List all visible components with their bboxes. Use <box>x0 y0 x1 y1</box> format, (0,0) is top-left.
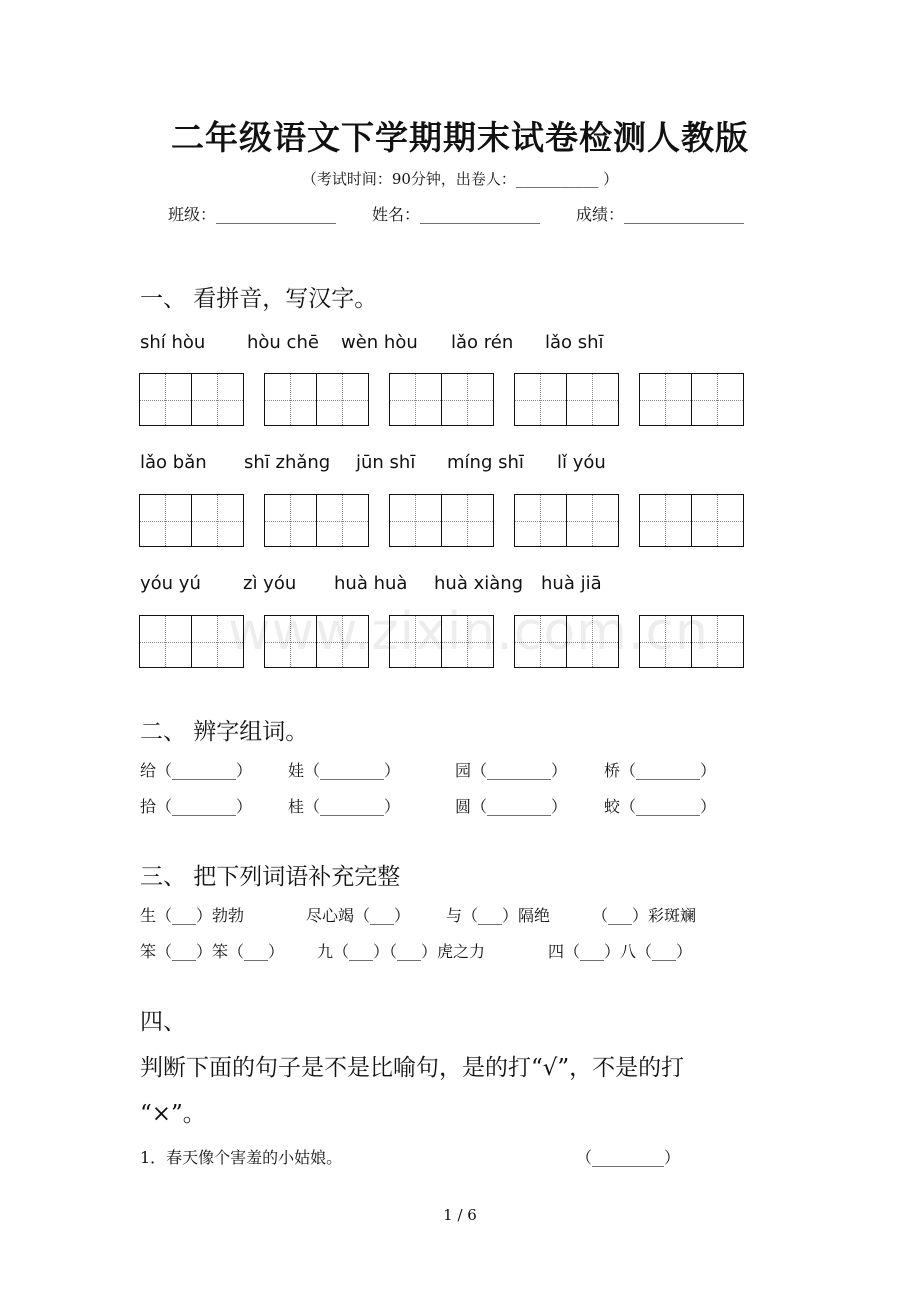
writing-box[interactable] <box>639 373 744 426</box>
writing-box[interactable] <box>514 494 619 547</box>
pinyin-label: jūn shī <box>356 452 416 473</box>
pinyin-label: hòu chē <box>247 332 319 353</box>
writing-box[interactable] <box>139 373 244 426</box>
section2-title: 二、 辨字组词。 <box>140 719 309 745</box>
pinyin-label: huà huà <box>334 573 408 594</box>
word-blank[interactable]: 桂（________） <box>288 797 401 816</box>
section4-instruction: 判断下面的句子是不是比喻句，是的打“√”，不是的打 <box>140 1055 685 1081</box>
class-field: 班级：_______________ <box>168 205 337 224</box>
pinyin-label: zì yóu <box>243 573 297 594</box>
watermark: www.zixin.com.cn <box>228 602 709 662</box>
score-field: 成绩：_______________ <box>576 205 745 224</box>
writing-box[interactable] <box>639 494 744 547</box>
word-blank[interactable]: 给（________） <box>140 761 253 780</box>
pinyin-label: yóu yú <box>140 573 201 594</box>
answer-blank[interactable]: （_________） <box>576 1148 681 1167</box>
pinyin-label: míng shī <box>447 452 524 473</box>
writing-box[interactable] <box>389 373 494 426</box>
section4-instruction-cont: “×”。 <box>140 1101 206 1127</box>
pinyin-label: lǎo rén <box>451 332 514 353</box>
writing-box[interactable] <box>139 494 244 547</box>
idiom-blank[interactable]: 笨（___）笨（___） <box>140 942 285 961</box>
idiom-blank[interactable]: （___）彩斑斓 <box>592 906 697 925</box>
pinyin-label: shí hòu <box>140 332 206 353</box>
exam-subtitle: （考试时间：90分钟，出卷人：___________ ） <box>301 170 619 188</box>
word-blank[interactable]: 娃（________） <box>288 761 401 780</box>
page-title: 二年级语文下学期期末试卷检测人教版 <box>171 118 749 157</box>
word-blank[interactable]: 蛟（________） <box>604 797 717 816</box>
question-text: 1．春天像个害羞的小姑娘。 <box>140 1148 343 1167</box>
page-number: 1 / 6 <box>443 1206 477 1224</box>
pinyin-label: huà xiàng <box>434 573 524 594</box>
pinyin-label: huà jiā <box>541 573 602 594</box>
pinyin-label: wèn hòu <box>341 332 418 353</box>
section4-title: 四、 <box>140 1009 186 1035</box>
section1-title: 一、 看拼音，写汉字。 <box>140 286 378 312</box>
pinyin-label: shī zhǎng <box>244 452 331 473</box>
word-blank[interactable]: 圆（________） <box>455 797 568 816</box>
word-blank[interactable]: 桥（________） <box>604 761 717 780</box>
writing-box[interactable] <box>389 494 494 547</box>
idiom-blank[interactable]: 四（___）八（___） <box>548 942 693 961</box>
name-field: 姓名：_______________ <box>372 205 541 224</box>
word-blank[interactable]: 拾（________） <box>140 797 253 816</box>
pinyin-label: lǐ yóu <box>557 452 606 473</box>
idiom-blank[interactable]: 尽心竭（___） <box>306 906 411 925</box>
idiom-blank[interactable]: 九（___）（___）虎之力 <box>317 942 486 961</box>
pinyin-label: lǎo bǎn <box>140 452 207 473</box>
pinyin-label: lǎo shī <box>545 332 604 353</box>
writing-box[interactable] <box>514 373 619 426</box>
word-blank[interactable]: 园（________） <box>455 761 568 780</box>
writing-box[interactable] <box>264 494 369 547</box>
idiom-blank[interactable]: 与（___）隔绝 <box>446 906 551 925</box>
idiom-blank[interactable]: 生（___）勃勃 <box>140 906 245 925</box>
writing-box[interactable] <box>264 373 369 426</box>
section3-title: 三、 把下列词语补充完整 <box>140 864 401 890</box>
